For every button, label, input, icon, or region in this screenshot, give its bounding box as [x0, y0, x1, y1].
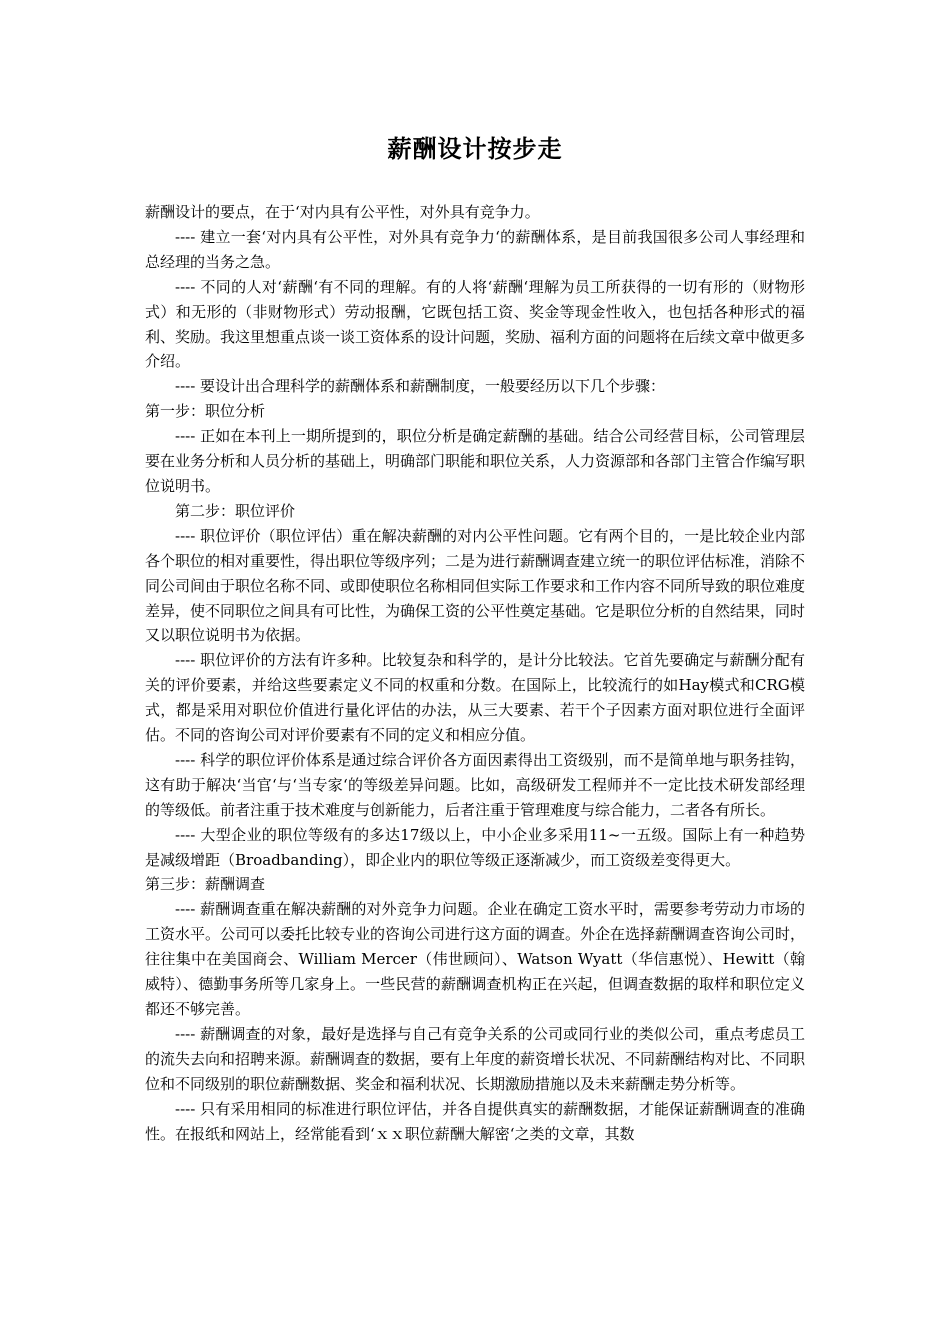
paragraph: ---- 职位评价的方法有许多种。比较复杂和科学的，是计分比较法。它首先要确定与薪酬分配有关的评价要素，并给这些要素定义不同的权重和分数。在国际上，比较流行的如Hay模式和CRG模式，都是采用对职位价值进行量化评估的办法，从三大要素、若干个子因素方面对职位进行全面评估。不同的咨询公司对评价要素有不同的定义和相应分值。 — [145, 651, 805, 745]
paragraph: ---- 正如在本刊上一期所提到的，职位分析是确定薪酬的基础。结合公司经营目标，公司管理层要在业务分析和人员分析的基础上，明确部门职能和职位关系，人力资源部和各部门主管合作编写职位说明书。 — [145, 427, 806, 495]
paragraph: ---- 科学的职位评价体系是通过综合评价各方面因素得出工资级别，而不是简单地与职务挂钩，这有助于解决‘当官‘与‘当专家‘的等级差异问题。比如，高级研发工程师并不一定比技术研发部经理的等级低。前者注重于技术难度与创新能力，后者注重于管理难度与综合能力，二者各有所长。 — [145, 750, 805, 819]
paragraph: ---- 建立一套‘对内具有公平性，对外具有竞争力‘的薪酬体系，是目前我国很多公司人事经理和总经理的当务之急。 — [145, 227, 805, 271]
paragraph: ---- 职位评价（职位评估）重在解决薪酬的对内公平性问题。它有两个目的，一是比较企业内部各个职位的相对重要性，得出职位等级序列；二是为进行薪酬调查建立统一的职位评估标准，消除不同公司间由于职位名称不同、或即使职位名称相同但实际工作要求和工作内容不同所导致的职位难度差异，使不同职位之间具有可比性，为确保工资的公平性奠定基础。它是职位分析的自然结果，同时又以职位说明书为依据。 — [145, 526, 806, 645]
paragraph: ---- 薪酬调查重在解决薪酬的对外竞争力问题。企业在确定工资水平时，需要参考劳动力市场的工资水平。公司可以委托比较专业的咨询公司进行这方面的调查。外企在选择薪酬调查咨询公司时，往往集中在美国商会、William Mercer（伟世顾问）、Watson Wyatt（华信惠悦）、Hewitt（翰威特）、德勤事务所等几家身上。一些民营的薪酬调查机构正在兴起，但调查数据的取样和职位定义都还不够完善。 — [145, 900, 806, 1018]
paragraph: ---- 薪酬调查的对象，最好是选择与自己有竞争关系的公司或同行业的类似公司，重点考虑员工的流失去向和招聘来源。薪酬调查的数据，要有上年度的薪资增长状况、不同薪酬结构对比、不同职位和不同级别的职位薪酬数据、奖金和福利状况、长期激励措施以及未来薪酬走势分析等。 — [145, 1024, 806, 1093]
paragraph: ---- 只有采用相同的标准进行职位评估，并各自提供真实的薪酬数据，才能保证薪酬调查的准确性。在报纸和网站上，经常能看到‘ｘｘ职位薪酬大解密‘之类的文章，其数 — [145, 1099, 805, 1143]
document-body — [145, 200, 805, 1146]
paragraph: 第二步：职位评价 — [175, 501, 296, 520]
paragraph: ---- 不同的人对‘薪酬‘有不同的理解。有的人将‘薪酬‘理解为员工所获得的一切有形的（财物形式）和无形的（非财物形式）劳动报酬，它既包括工资、奖金等现金性收入，也包括各种形式的福利、奖励。我这里想重点谈一谈工资体系的设计问题，奖励、福利方面的问题将在后续文章中做更多介绍。 — [145, 277, 806, 371]
paragraph: 第三步：薪酬调查 — [145, 875, 266, 894]
paragraph: 第一步：职位分析 — [145, 402, 266, 421]
paragraph: ---- 大型企业的职位等级有的多达17级以上，中小企业多采用11~一五级。国际上有一种趋势是减级增距（Broadbanding），即企业内的职位等级正逐渐减少，而工资级差变得更大。 — [145, 825, 805, 869]
paragraph: ---- 要设计出合理科学的薪酬体系和薪酬制度，一般要经历以下几个步骤： — [175, 377, 666, 396]
document-title: 薪酬设计按步走 — [387, 134, 563, 163]
paragraph: 薪酬设计的要点，在于‘对内具有公平性，对外具有竞争力。 — [145, 203, 540, 221]
